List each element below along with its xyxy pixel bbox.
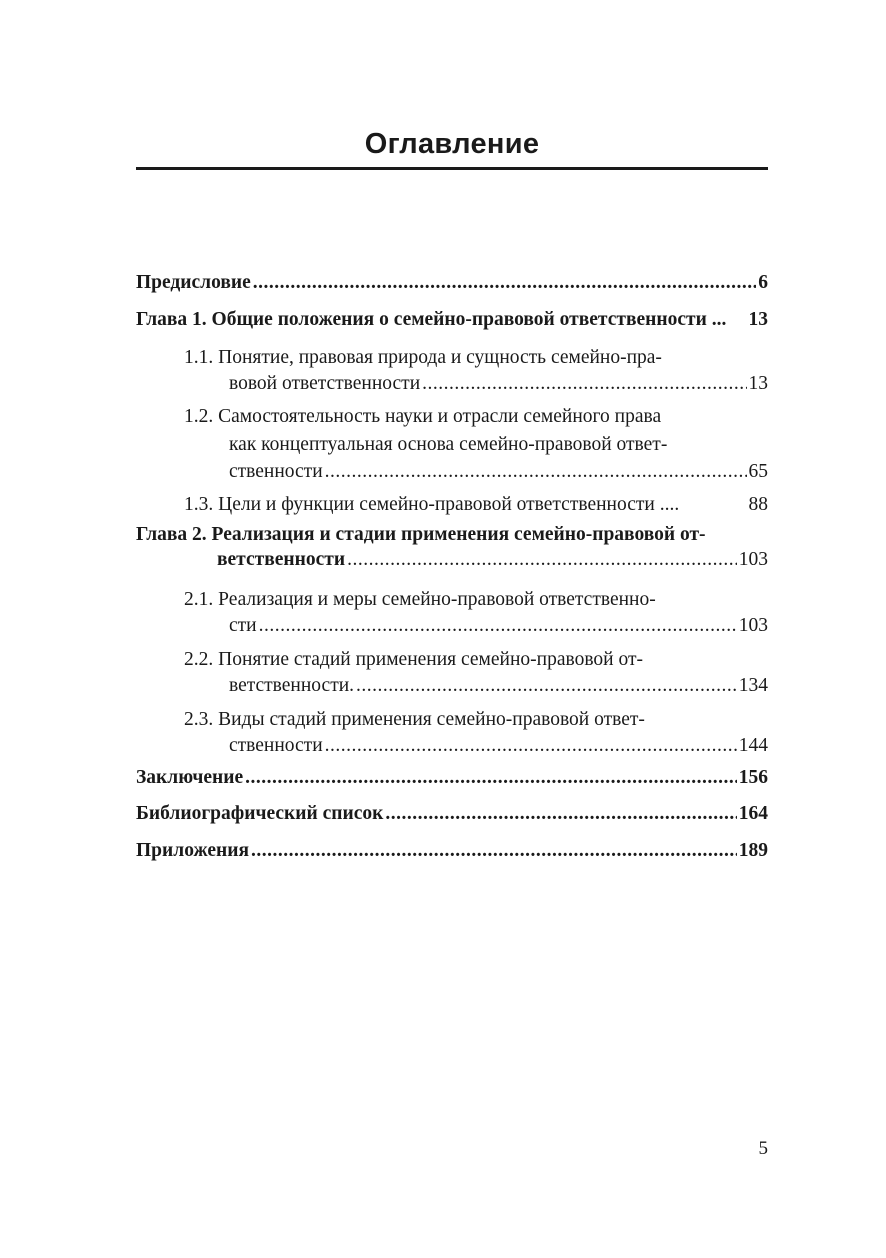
toc-entry-label: Приложения (136, 840, 250, 861)
title-rule (136, 167, 768, 170)
toc-entry-label: ственности (229, 735, 323, 756)
toc-leader (422, 371, 746, 397)
toc-entry-2-3[interactable] (229, 733, 768, 759)
toc-entry-preface[interactable] (136, 270, 768, 296)
toc-entry-1-2-line2[interactable]: как концептуальная основа семейно-правовой ответ- (229, 434, 668, 455)
toc-entry-label: ветственности. (229, 675, 355, 696)
toc-entry-label: Предисловие (136, 272, 251, 293)
toc-page-number: 134 (738, 675, 768, 696)
toc-leader (347, 547, 737, 573)
toc-page-number: 13 (748, 309, 768, 330)
toc-page-number: 88 (748, 494, 768, 515)
toc-leader (385, 801, 736, 827)
toc-page-number: 164 (738, 803, 768, 824)
toc-page-number: 6 (758, 272, 768, 293)
toc-leader (253, 270, 756, 296)
toc-entry-label: ветственности (217, 549, 346, 570)
toc-entry-bibliography[interactable] (136, 801, 768, 827)
toc-entry-1-1[interactable] (229, 371, 768, 397)
toc-entry-chapter-2[interactable] (217, 547, 768, 573)
toc-leader (325, 459, 747, 485)
toc-entry-label: 1.3. Цели и функции семейно-правовой ответственности .... (184, 494, 680, 515)
page-title: Оглавление (364, 128, 540, 160)
toc-entry-label: вовой ответственности (229, 373, 421, 394)
toc-page-number: 156 (738, 767, 768, 788)
toc-entry-label: Заключение (136, 767, 244, 788)
toc-page-number: 144 (738, 735, 768, 756)
toc-leader (259, 613, 737, 639)
toc-entry-label: Глава 1. Общие положения о семейно-правовой ответственности ... (136, 309, 727, 330)
toc-entry-label: сти (229, 615, 257, 636)
toc-entry-2-1[interactable] (229, 613, 768, 639)
toc-entry-conclusion[interactable] (136, 765, 768, 791)
toc-entry-1-3[interactable] (184, 492, 768, 518)
toc-entry-1-2[interactable] (229, 459, 768, 485)
toc-entry-appendix[interactable] (136, 838, 768, 864)
toc-entry-label: ственности (229, 461, 323, 482)
toc-entry-1-1-line1[interactable]: 1.1. Понятие, правовая природа и сущность семейно-пра- (184, 347, 662, 368)
toc-page-number: 103 (738, 615, 768, 636)
page-number: 5 (758, 1138, 768, 1159)
toc-leader (356, 673, 737, 699)
toc-entry-label: Библиографический список (136, 803, 384, 824)
toc-entry-2-2[interactable] (229, 673, 768, 699)
toc-entry-chapter-1[interactable] (136, 307, 768, 333)
toc-leader (325, 733, 737, 759)
toc-page-number: 103 (738, 549, 768, 570)
toc-entry-chapter-2-line1[interactable]: Глава 2. Реализация и стадии применения семейно-правовой от- (136, 524, 706, 545)
toc-entry-2-3-line1[interactable]: 2.3. Виды стадий применения семейно-правовой ответ- (184, 709, 645, 730)
toc-page-number: 65 (748, 461, 768, 482)
toc-entry-2-1-line1[interactable]: 2.1. Реализация и меры семейно-правовой ответственно- (184, 589, 656, 610)
toc-entry-1-2-line1[interactable]: 1.2. Самостоятельность науки и отрасли семейного права (184, 406, 662, 427)
toc-leader (245, 765, 737, 791)
toc-leader (251, 838, 737, 864)
toc-entry-2-2-line1[interactable]: 2.2. Понятие стадий применения семейно-правовой от- (184, 649, 643, 670)
toc-page-number: 189 (738, 840, 768, 861)
toc-page-number: 13 (748, 373, 768, 394)
